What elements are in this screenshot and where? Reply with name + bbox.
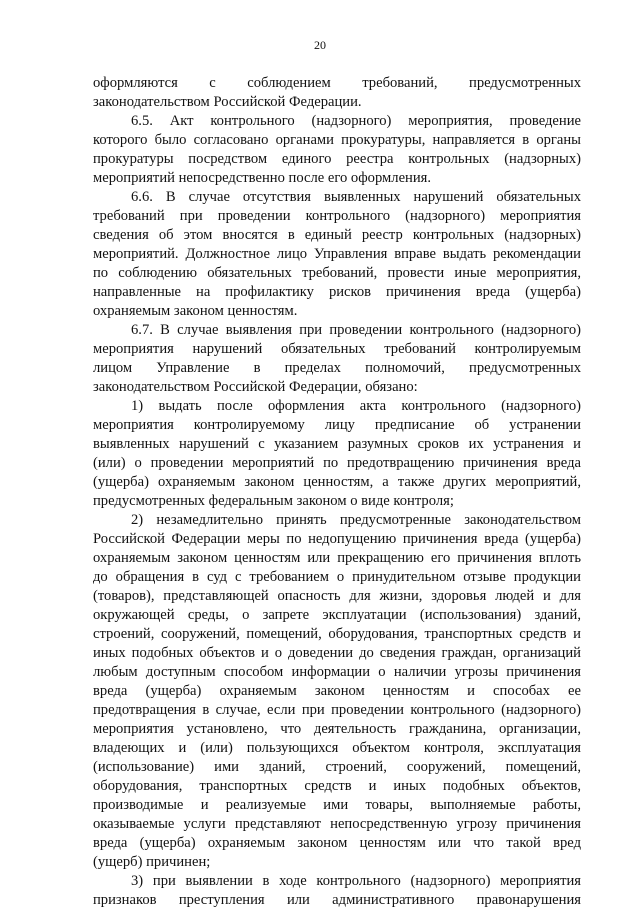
text-line: (или) о проведении мероприятий по предотвращению причинения вреда [93, 455, 581, 471]
text-line: 6.5. Акт контрольного (надзорного) мероприятия, проведение [131, 113, 581, 129]
text-line: по соблюдению обязательных требований, провести иные мероприятия, [93, 265, 581, 281]
text-line: 3) при выявлении в ходе контрольного (надзорного) мероприятия [131, 873, 581, 889]
text-line: (ущерб) причинен; [93, 854, 211, 870]
text-line: которого было согласовано органами прокуратуры, направляется в органы [93, 132, 581, 148]
text-line: Российской Федерации меры по недопущению причинения вреда (ущерба) [93, 531, 581, 547]
text-line: выявленных нарушений с указанием разумных сроков их устранения и [93, 436, 581, 452]
text-line: оформляются с соблюдением требований, предусмотренных [93, 75, 581, 91]
text-line: мероприятия установлено, что деятельность гражданина, организации, [93, 721, 581, 737]
text-line: требований при проведении контрольного (надзорного) мероприятия [93, 208, 581, 224]
text-line: прокуратуры посредством единого реестра контрольных (надзорных) [93, 151, 581, 167]
text-line: владеющих и (или) пользующихся объектом контроля, эксплуатация [93, 740, 581, 756]
text-line: 1) выдать после оформления акта контрольного (надзорного) [131, 398, 581, 414]
text-line: оказываемые услуги представляют непосредственную угрозу причинения [93, 816, 581, 832]
text-line: 6.7. В случае выявления при проведении контрольного (надзорного) [131, 322, 581, 338]
text-line: лицом Управление в пределах полномочий, предусмотренных [93, 360, 581, 376]
text-line: 2) незамедлительно принять предусмотренные законодательством [131, 512, 581, 528]
text-line: мероприятия нарушений обязательных требований контролируемым [93, 341, 581, 357]
text-line: направленные на профилактику рисков причинения вреда (ущерба) [93, 284, 581, 300]
document-body [93, 74, 581, 910]
text-line: окружающей среды, о запрете эксплуатации (использования) зданий, [93, 607, 581, 623]
text-line: предотвращения в случае, если при проведении контрольного (надзорного) [93, 702, 581, 718]
text-line: вреда (ущерба) охраняемым законом ценностям и способах ее [93, 683, 581, 699]
text-line: (товаров), представляющей опасность для жизни, здоровья людей и для [93, 588, 581, 604]
text-line: мероприятий непосредственно после его оформления. [93, 170, 432, 186]
text-line: вреда (ущерба) охраняемым законом ценностям или что такой вред [93, 835, 581, 851]
text-line: охраняемым законом ценностям. [93, 303, 298, 319]
text-line: до обращения в суд с требованием о принудительном отзыве продукции [93, 569, 581, 585]
page-number: 20 [314, 38, 326, 52]
text-line: 6.6. В случае отсутствия выявленных нарушений обязательных [131, 189, 581, 205]
text-line: (использование) ими зданий, строений, сооружений, помещений, [93, 759, 581, 775]
text-line: мероприятия контролируемому лицу предписание об устранении [93, 417, 581, 433]
text-line: производимые и реализуемые ими товары, выполняемые работы, [93, 797, 581, 813]
text-line: охраняемым законом ценностям или прекращению его причинения вплоть [93, 550, 581, 566]
text-line: (ущерба) охраняемым законом ценностям, а также других мероприятий, [93, 474, 581, 490]
text-line: любым доступным способом информации о наличии угрозы причинения [93, 664, 581, 680]
text-line: иных подобных объектов и о доведении до сведения граждан, организаций [93, 645, 581, 661]
text-line: законодательством Российской Федерации. [93, 94, 362, 110]
text-line: признаков преступления или административного правонарушения [93, 892, 581, 908]
text-line: строений, сооружений, помещений, оборудования, транспортных средств и [93, 626, 581, 642]
text-line: мероприятий. Должностное лицо Управления вправе выдать рекомендации [93, 246, 581, 262]
text-line: оборудования, транспортных средств и иных подобных объектов, [93, 778, 581, 794]
text-line: сведения об этом вносятся в единый реестр контрольных (надзорных) [93, 227, 581, 243]
text-line: законодательством Российской Федерации, обязано: [93, 379, 418, 395]
text-line: предусмотренных федеральным законом о виде контроля; [93, 493, 454, 509]
